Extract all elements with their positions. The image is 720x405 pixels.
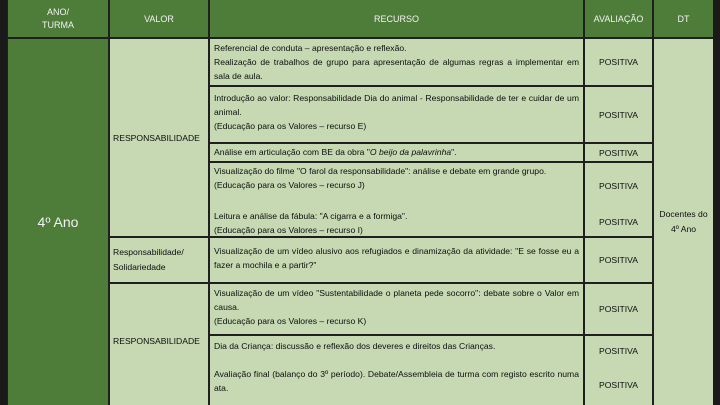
header-recurso	[210, 0, 583, 37]
recurso-row-9-line-1: Avaliação final (balanço do 3º período). Debate/Assembleia de turma com registo escrito numa ata.	[214, 369, 579, 393]
valor-responsabilidade-1-label: RESPONSABILIDADE	[113, 132, 200, 143]
valor-responsabilidade-2-label: RESPONSABILIDADE	[113, 336, 200, 346]
recurso-row-4-line-2: (Educação para os Valores – recurso J)	[214, 180, 365, 190]
avaliacao-row-7-label: POSITIVA	[599, 304, 638, 314]
avaliacao-row-1	[585, 39, 652, 85]
recurso-row-3-title: O beijo da palavrinha	[369, 147, 452, 157]
recurso-row-2-line-2: (Educação para os Valores – recurso E)	[214, 121, 367, 131]
recurso-row-1	[210, 39, 583, 85]
recurso-row-1-line-1: Referencial de conduta – apresentação e reflexão.	[214, 43, 407, 53]
ano-label: 4º Ano	[37, 214, 79, 230]
header-ano-turma	[8, 0, 108, 37]
avaliacao-row-1-label: POSITIVA	[599, 57, 638, 67]
avaliacao-row-8	[585, 336, 652, 365]
avaliacao-row-2	[585, 87, 652, 142]
dt-cell	[654, 39, 713, 405]
recurso-row-6	[210, 238, 583, 282]
header-avaliacao-label: AVALIAÇÃO	[593, 13, 644, 24]
avaliacao-row-9-label: POSITIVA	[599, 380, 638, 390]
avaliacao-row-4-label: POSITIVA	[599, 180, 638, 191]
recurso-row-9	[210, 365, 583, 405]
avaliacao-row-5	[585, 208, 652, 236]
recurso-row-4	[210, 163, 583, 208]
recurso-row-4-line-1: Visualização do filme "O farol da responsabilidade": análise e debate em grande grupo.	[214, 166, 547, 176]
header-ano-turma-label: ANO/ TURMA	[42, 6, 74, 30]
recurso-row-7	[210, 284, 583, 334]
header-valor-label: VALOR	[144, 13, 174, 24]
valor-responsabilidade-1	[110, 39, 208, 236]
recurso-row-3	[210, 144, 583, 161]
dt-label: Docentes do 4º Ano	[659, 209, 708, 234]
valor-responsabilidade-solidariedade	[110, 238, 208, 282]
recurso-row-3-suffix: ".	[451, 147, 457, 157]
recurso-row-3-line-1	[214, 145, 579, 159]
avaliacao-row-6-label: POSITIVA	[599, 255, 638, 265]
avaliacao-row-3	[585, 144, 652, 161]
header-dt	[654, 0, 713, 37]
avaliacao-row-3-label: POSITIVA	[599, 147, 638, 158]
recurso-row-2	[210, 87, 583, 142]
recurso-row-8-line-1: Dia da Criança: discussão e reflexão dos deveres e direitos das Crianças.	[214, 341, 496, 351]
recurso-row-7-line-1: Visualização de um vídeo "Sustentabilidade o planeta pede socorro": debate sobre o Valor em causa.	[214, 288, 579, 312]
header-recurso-label: RECURSO	[373, 13, 419, 24]
avaliacao-row-8-label: POSITIVA	[599, 345, 638, 356]
header-dt-label: DT	[677, 13, 690, 24]
avaliacao-row-4	[585, 163, 652, 208]
avaliacao-row-7	[585, 284, 652, 334]
header-avaliacao	[585, 0, 652, 37]
recurso-row-8	[210, 336, 583, 365]
recurso-row-1-line-2: Realização de trabalhos de grupo para apresentação de algumas regras a implementar em sala de aula.	[214, 57, 579, 81]
avaliacao-row-6	[585, 238, 652, 282]
header-valor	[110, 0, 208, 37]
recurso-row-5-line-1: Leitura e análise da fábula: "A cigarra e a formiga".	[214, 211, 408, 221]
recurso-row-6-line-1: Visualização de um vídeo alusivo aos refugiados e dinamização da atividade: "E se fosse eu a fazer a mochila e a partir?"	[214, 246, 579, 270]
recurso-row-5	[210, 208, 583, 236]
valor-responsabilidade-solidariedade-label: Responsabilidade/ Solidariedade	[113, 247, 184, 272]
ano-cell	[8, 39, 108, 405]
recurso-row-3-prefix: Análise em articulação com BE da obra "	[214, 147, 370, 157]
table	[7, 0, 713, 405]
valor-responsabilidade-2	[110, 284, 208, 405]
avaliacao-row-5-label: POSITIVA	[599, 217, 638, 227]
recurso-row-5-line-2: (Educação para os Valores – recurso I)	[214, 225, 363, 235]
recurso-row-2-line-1: Introdução ao valor: Responsabilidade Dia do animal - Responsabilidade de ter e cuidar de um animal.	[214, 93, 579, 117]
recurso-row-7-line-2: (Educação para os Valores – recurso K)	[214, 316, 367, 326]
avaliacao-row-2-label: POSITIVA	[599, 109, 638, 120]
avaliacao-row-9	[585, 365, 652, 405]
